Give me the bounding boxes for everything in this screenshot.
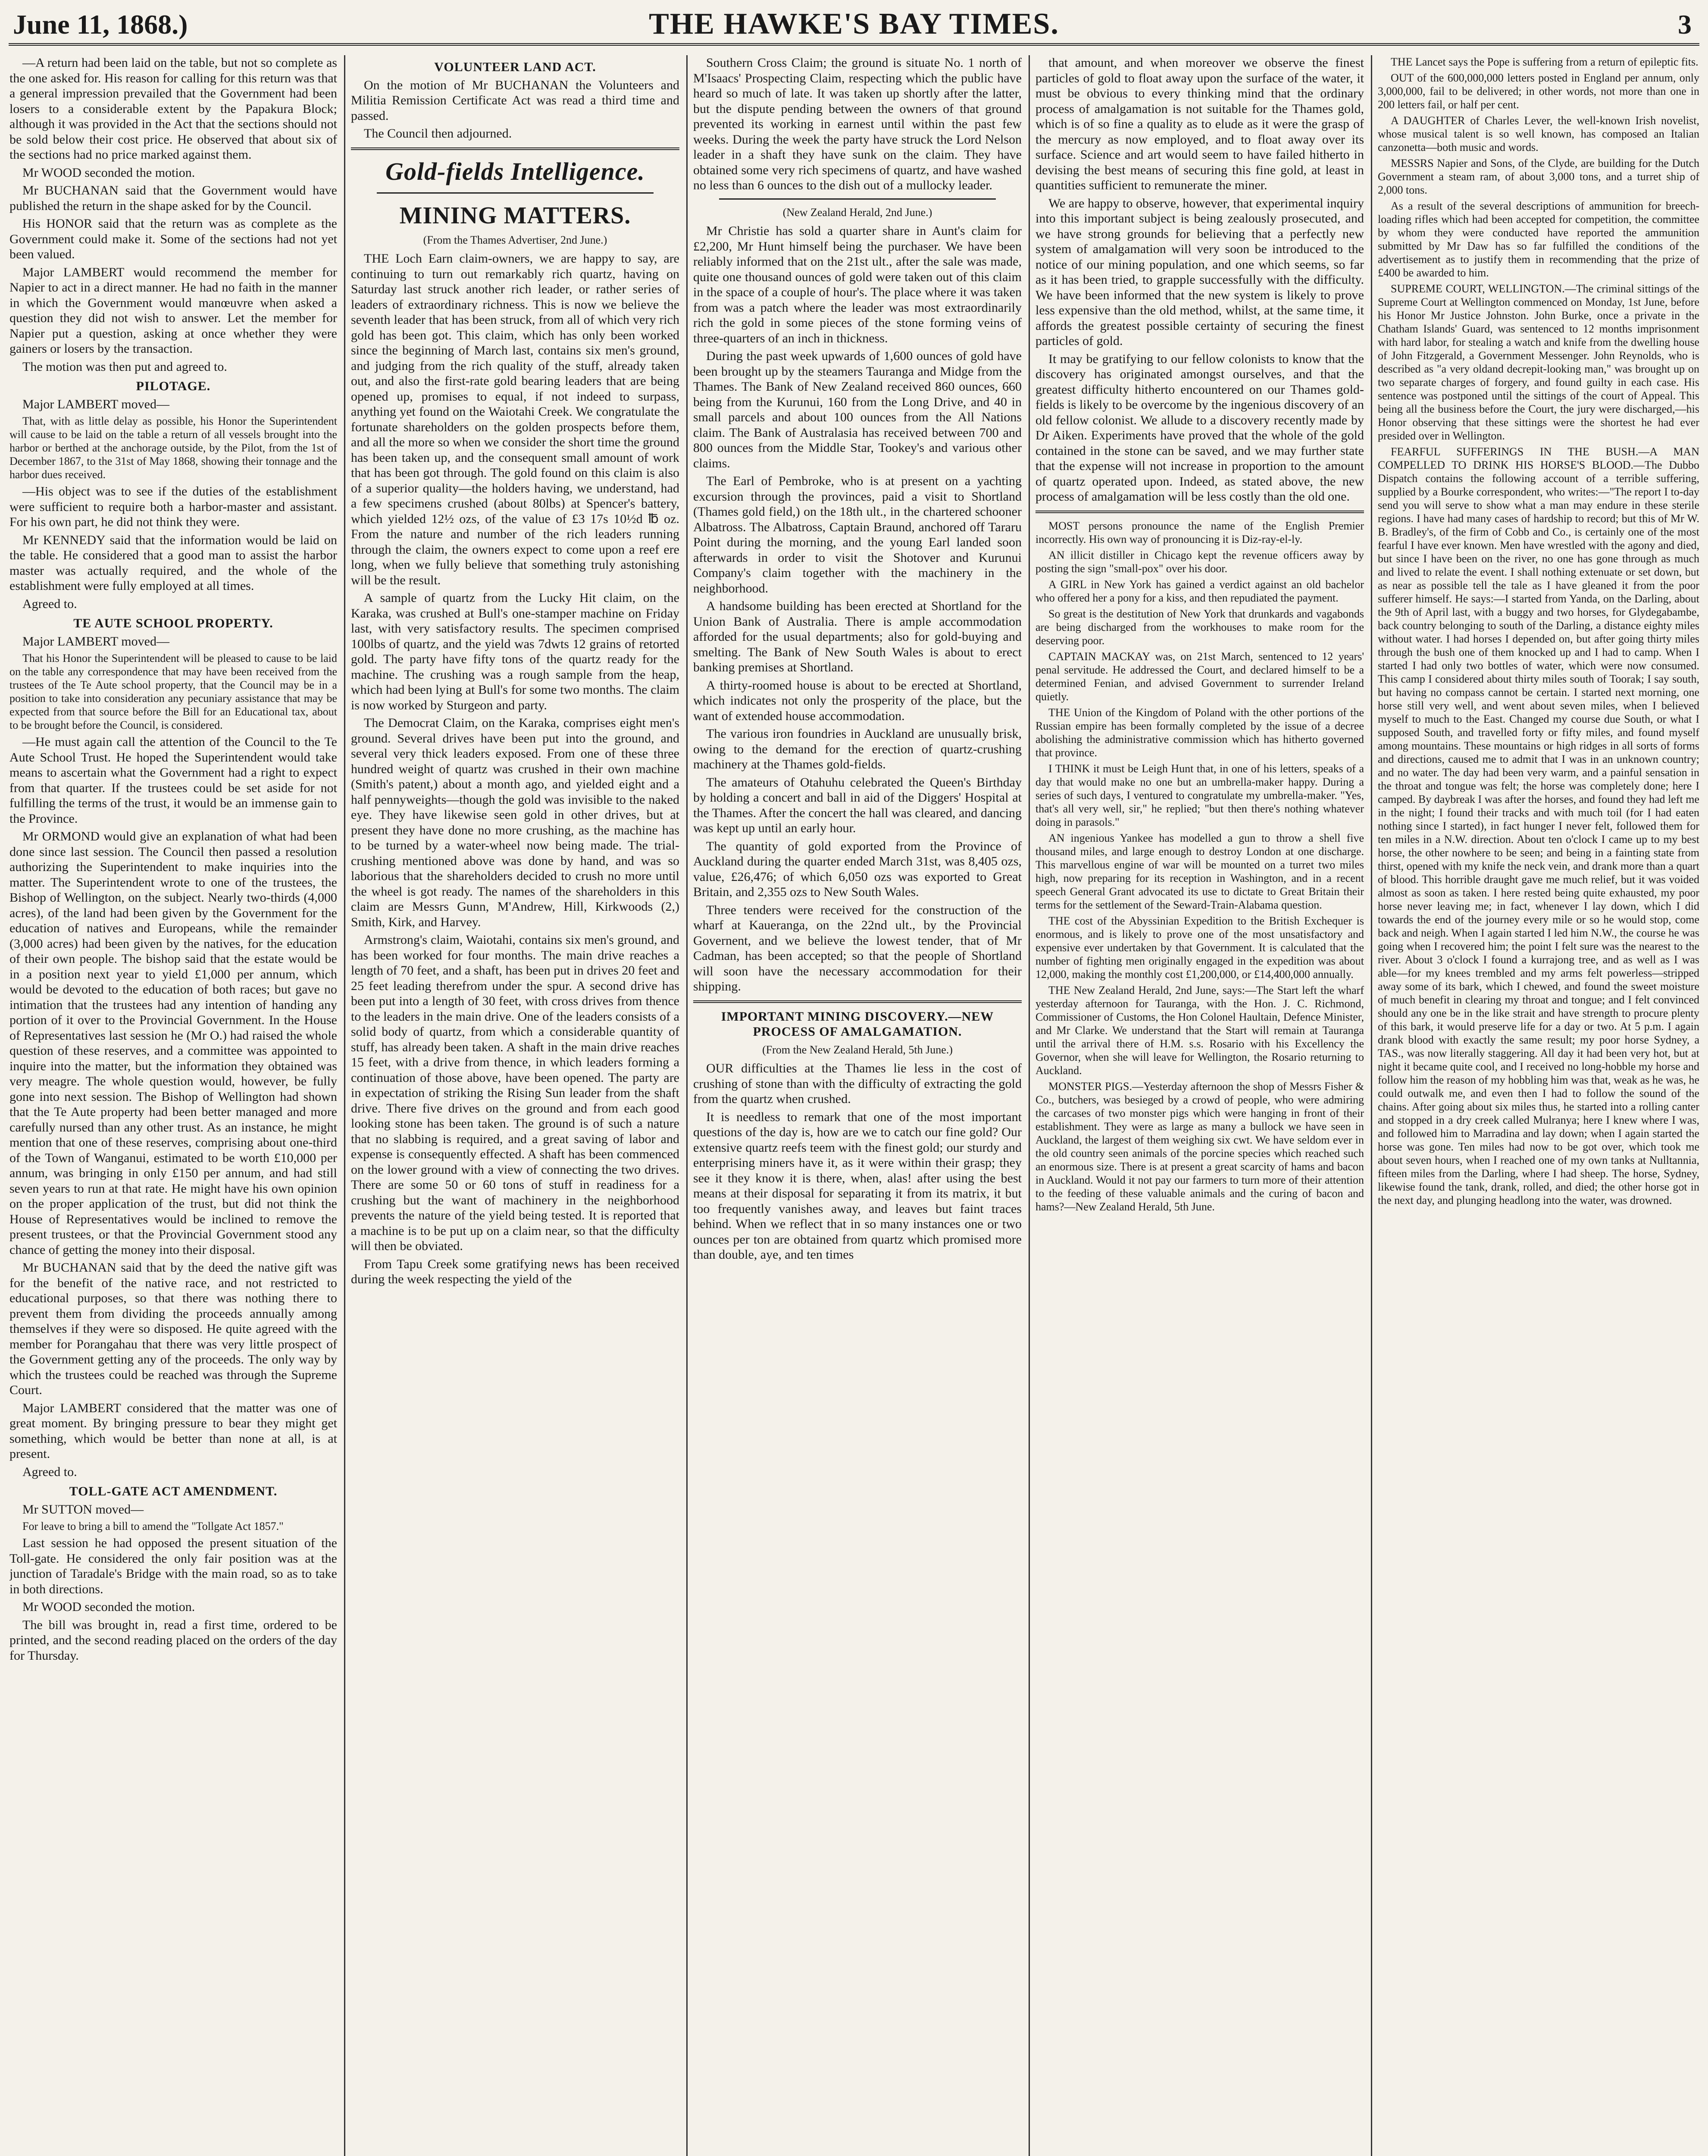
article-paragraph: The Council then adjourned. xyxy=(364,126,512,141)
column-1 xyxy=(9,55,337,2156)
article-paragraph: A sample of quartz from the Lucky Hit claim, on the Karaka, was crushed at Bull's one-stamper machine on Friday last, with very satisfactory results. The specimen comprised 100lbs of quartz, and the yield was 7dwts 12 grains of retorted gold. The party have fifty tons of the quartz ready for the machine. The crushing was a rough sample from the heap, which had been lying at Bull's for some two months. The claim is now worked by Sturgeon and party. xyxy=(351,591,679,712)
article-paragraph: The Earl of Pembroke, who is at present on a yachting excursion through the provinces, paid a visit to Shortland (Thames gold field,) on the 18th ult., in the chartered schooner Albatross. The Albatross, Captain Braund, anchored off Tararu Point during the morning, and the young Earl landed soon afterwards in order to visit the Shotover and Kurunui Company's claim together with the machinery in the neighborhood. xyxy=(693,474,1022,595)
source-credit: (From the New Zealand Herald, 5th June.) xyxy=(762,1043,953,1056)
news-item: THE New Zealand Herald, 2nd June, says:—The Start left the wharf yesterday afternoon for Tauranga, with the Hon. J. C. Richmond, Commissioner of Customs, the Hon Colonel Haultain, Defence Minister, and Mr Clarke. We understand that the Start will remain at Tauranga until the arrival there of H.M. s.s. Rosario with his Excellency the Governor, when she will leave for Wellington, the Rosario returning to Auckland. xyxy=(1035,984,1364,1077)
section-heading: PILOTAGE. xyxy=(136,379,211,393)
article-paragraph: Mr WOOD seconded the motion. xyxy=(22,1600,195,1614)
section-heading: TE AUTE SCHOOL PROPERTY. xyxy=(73,616,273,630)
page-number: 3 xyxy=(1678,9,1692,40)
article-paragraph: Mr SUTTON moved— xyxy=(22,1502,144,1517)
news-item: OUT of the 600,000,000 letters posted in England per annum, only 3,000,000, fail to be delivered; in other words, not more than one in 200 letters fail, or half per cent. xyxy=(1378,72,1699,111)
news-item: As a result of the several descriptions of ammunition for breech-loading rifles which had been accepted for competition, the committee by whom they were conducted have reported the ammunition submitted by Mr Daw has so far fulfilled the conditions of the advertisement as to justify them in recommending that the prize of £400 be awarded to him. xyxy=(1378,200,1699,279)
heading-rule xyxy=(377,192,654,194)
article-paragraph: —A return had been laid on the table, but not so complete as the one asked for. His reason for calling for this return was that a general impression prevailed that the Government had been losers to a considerable extent by the Papakura Block; although it was provided in the Act that the sections should not be sold below their cost price. He observed that about six of the sections had no price marked against them. xyxy=(9,56,337,162)
column-4 xyxy=(1035,55,1364,2156)
column-rule xyxy=(1371,55,1372,2156)
article-paragraph: The motion was then put and agreed to. xyxy=(22,359,227,374)
news-item: FEARFUL SUFFERINGS IN THE BUSH.—A MAN COMPELLED TO DRINK HIS HORSE'S BLOOD.—The Dubbo Dispatch contains the following account of a terrible suffering, supplied by a Bourke correspondent, who writes:—"The report I to-day send you will serve to show what a man may endure in these sterile regions. I have had many cases of hardship to record; but this of Mr W. B. Bradley's, of the firm of Cobb and Co., is certainly one of the most fearful I have ever known. Men have wrestled with the agony and died, but since I have been on the river, no one has gone through as much and lived to relate the event. I shall nothing extenuate or set down, but as near as possible tell the tale as I have gleaned it from the poor sufferer himself. He says:—I started from Yanda, on the Darling, about the 9th of April last, with a buggy and two horses, for Glydegabambe, back country belonging to south of the Darling, a distance eighty miles without water. I had horses I depended on, but after going thirty miles through the bush one of them knocked up and I had to camp. When I started I had only two bottles of water, which were now consumed. This camp I considered about thirty miles south of Toorak; I say south, but having no compass cannot be certain. I started next morning, one horse still very well, and went about seven miles, when I believed myself to much to the East. Changed my course due South, or what I supposed South, and travelled forty or fifty miles, and found myself among mountains. These mountains or high ridges in all sorts of forms and directions, caused me to admit that I was in an unknown country; and no water. The day had been very warm, and a painful sensation in the throat and tongue was felt; the horse was completely done; here I camped. By daybreak I was after the horses, and found they had left me in the night; I found their tracks and with much toil (for I had eaten nothing since I started), in fact hunger I never felt, followed them for ten miles in a N.W. direction. About ten o'clock I came up to my best horse, the other nowhere to be seen; and being in a fainting state from thirst, opened with my knife the neck vein, and drank more than a quart of blood. This horrible draught gave me much relief, but it was voided almost as soon as taken. I here rested being quite exhausted, my poor horse never leaving me; in fact, whenever I lay down, which I did towards the end of the journey every mile or so he would stop, come back and neigh. When I again started I led him N.W., the course he was going when I recovered him; the point I felt sure was the nearest to the river. About 3 o'clock I found a kurrajong tree, and as well as I was able—for my knees trembled and my arms felt powerless—stripped away some of its bark, which I chewed, and found the sweet moisture of much benefit in clearing my throat and tongue; and I felt convinced should any one be in the like strait and have strength to procure plenty of this bark, it would preserve life for a day or two. At 5 p.m. I again drank blood with exactly the same result; my poor horse Sydney, a TAS., was now literally staggering. All day it had been very hot, but at night it became quite cool, and I received no long-hobble my horse and follow him the reason of my hobbling him was that, weak as he was, he could outwalk me, and even then I had to follow the sound of the chains. After going about six miles thus, he started into a rolling canter and stopped in a dry creek called Mulranya; here I knew where I was, and followed him to Marradina and lay down; when I again started the horse was gone. Ten miles had now to be got over, which took me about seven hours, when I reached one of my own tanks at Nulltannia, fifteen miles from the Darling, where I had sheep. The horse, Sydney, likewise found the tank, drank, rolled, and died; the other horse got in the next day, and plunging headlong into the water, was drowned. xyxy=(1378,445,1699,1206)
news-item: THE Union of the Kingdom of Poland with the other portions of the Russian empire has been formally completed by the issue of a decree abolishing the administrative commission which has hitherto governed that province. xyxy=(1035,706,1364,759)
article-headline: IMPORTANT MINING DISCOVERY.—NEW PROCESS OF AMALGAMATION. xyxy=(721,1009,994,1039)
article-paragraph: His HONOR said that the return was as complete as the Government could make it. Some of the sections had not yet been valued. xyxy=(9,216,337,261)
gothic-section-heading: Gold-fields Intelligence. xyxy=(385,157,645,185)
issue-date: June 11, 1868.) xyxy=(13,9,188,40)
news-item: CAPTAIN MACKAY was, on 21st March, sentenced to 12 years' penal servitude. He addressed the Court, and declared himself to be a determined Fenian, and advised Government to surrender Ireland quietly. xyxy=(1035,650,1364,703)
article-paragraph: Agreed to. xyxy=(22,1464,77,1479)
article-paragraph: that amount, and when moreover we observe the finest particles of gold to float away upon the surface of the water, it must be obvious to every thinking mind that the ordinary process of amalgamation is not suitable for the Thames gold, which is of so fine a quality as to elude as it were the grasp of the mercury as now employed, and to float away over its surface. Science and art would seem to have failed hitherto in devising the best means of securing this fine gold, at least in quantities sufficient to remunerate the miner. xyxy=(1035,56,1364,192)
article-paragraph: Last session he had opposed the present situation of the Toll-gate. He considered the only fair position was at the junction of Taradale's Bridge with the main road, so as to take in both directions. xyxy=(9,1536,337,1596)
source-credit: (New Zealand Herald, 2nd June.) xyxy=(782,206,932,219)
article-paragraph: From Tapu Creek some gratifying news has been received during the week respecting the yield of the xyxy=(351,1257,679,1286)
article-paragraph: Mr BUCHANAN said that by the deed the native gift was for the benefit of the native race, and not restricted to educational purposes, so that there was nothing there to prevent them from dividing the proceeds annually among themselves if they were so disposed. He quite agreed with the member for Porangahau that there was very little prospect of the Government getting any of the proceeds. The only way by which the trustees could be reached was through the Supreme Court. xyxy=(9,1260,337,1397)
article-paragraph: On the motion of Mr BUCHANAN the Volunteers and Militia Remission Certificate Act was read a third time and passed. xyxy=(351,78,679,123)
article-paragraph: Major LAMBERT would recommend the member for Napier to act in a direct manner. He had no faith in the manner in which the Government would manœuvre when asked a question they did not wish to answer. Let the member for Napier put a question, asking at once whether they were gainers or losers by the transaction. xyxy=(9,265,337,356)
motion-text: That, with as little delay as possible, his Honor the Superintendent will cause to be laid on the table a return of all vessels brought into the harbor or berthed at the anchorage outside, by the Pilot, from the 1st of December 1867, to the 31st of May 1868, showing their tonnage and the harbor dues received. xyxy=(9,415,337,481)
masthead xyxy=(9,3,1699,46)
motion-text: That his Honor the Superintendent will be pleased to cause to be laid on the table any correspondence that may have been received from the trustees of the Te Aute school property, that the Council may be in a position to take into consideration any pecuniary assistance that may be expected from that source before the Bill for an Educational tax, about to be brought before the Council, is considered. xyxy=(9,652,337,731)
article-paragraph: A handsome building has been erected at Shortland for the Union Bank of Australia. There is ample accommodation afforded for the usual departments; also for gold-buying and smelting. The Bank of New South Wales is about to erect banking premises at Shortland. xyxy=(693,599,1022,674)
article-paragraph: It may be gratifying to our fellow colonists to know that the discovery has originated amongst ourselves, and that the greatest difficulty hitherto encountered on our Thames gold-fields is likely to be overcome by the ingenious discovery of an old fellow colonist. We allude to a discovery recently made by Dr Aiken. Experiments have proved that the whole of the gold contained in the stone can be saved, and we may further state that the expense will not increase in proportion to the amount of quartz operated upon. Indeed, as stated above, the new process of amalgamation will be less costly than the old one. xyxy=(1035,351,1364,504)
article-paragraph: —His object was to see if the duties of the establishment were sufficient to require both a harbor-master and assistant. For his own part, he did not think they were. xyxy=(9,484,337,529)
column-rule xyxy=(344,55,345,2156)
article-headline: MINING MATTERS. xyxy=(399,202,631,229)
article-paragraph: —He must again call the attention of the Council to the Te Aute School Trust. He hoped the Superintendent would take means to ascertain what the Government had a right to expect from that quarter. If the trustees could be set aside for not fulfilling the terms of the trust, it would be an immense gain to the Province. xyxy=(9,735,337,826)
article-paragraph: The quantity of gold exported from the Province of Auckland during the quarter ended March 31st, was 8,405 ozs, value, £26,476; of which 6,050 ozs was exported to Great Britain, and 2,355 ozs to New South Wales. xyxy=(693,839,1022,899)
newspaper-title: THE HAWKE'S BAY TIMES. xyxy=(649,7,1059,41)
news-item: AN ingenious Yankee has modelled a gun to throw a shell five thousand miles, and large enough to destroy London at one discharge. This marvellous engine of war will be mounted on a turret two miles high, now preparing for its reception in Washington, and in a recent speech General Grant advocated its use to dictate to Great Britain their terms for the settlement of the Seward-Train-Alabama question. xyxy=(1035,831,1364,911)
article-paragraph: During the past week upwards of 1,600 ounces of gold have been brought up by the steamers Tauranga and Midge from the Thames. The Bank of New Zealand received 860 ounces, 660 being from the Kurunui, 160 from the Long Drive, and 40 in small parcels and about 100 ounces from the All Nations claim. The Bank of Australasia has received between 700 and 800 ounces from the Middle Star, Tookey's and various other claims. xyxy=(693,349,1022,470)
article-paragraph: Mr KENNEDY said that the information would be laid on the table. He considered that a good man to assist the harbor master was actually required, and the whole of the establishment were fully employed at all times. xyxy=(9,533,337,593)
article-paragraph: We are happy to observe, however, that experimental inquiry into this important subject is being zealously prosecuted, and we have strong grounds for believing that a perfectly new system of amalgamation will very soon be introduced to the notice of our mining population, and one which seems, so far as it has been tried, to grapple successfully with the difficulty. We have been informed that the new system is likely to prove less expensive than the old method, whilst, at the same time, it affords the greatest possible certainty of securing the finest particles of gold. xyxy=(1035,196,1364,348)
section-heading: VOLUNTEER LAND ACT. xyxy=(434,60,596,74)
article-paragraph: The amateurs of Otahuhu celebrated the Queen's Birthday by holding a concert and ball in aid of the Diggers' Hospital at the Thames. After the concert the hall was cleared, and dancing was kept up until an early hour. xyxy=(693,775,1022,835)
article-paragraph: Three tenders were received for the construction of the wharf at Kaueranga, on the 22nd ult., by the Provincial Governent, and we believe the lowest tender, that of Mr Cadman, has been accepted; so that the people of Shortland will soon have the necessary accommodation for their shipping. xyxy=(693,903,1022,993)
source-credit: (From the Thames Advertiser, 2nd June.) xyxy=(423,233,607,246)
article-paragraph: Agreed to. xyxy=(22,596,77,611)
article-paragraph: Major LAMBERT moved— xyxy=(22,634,169,649)
column-5 xyxy=(1378,55,1699,2156)
article-paragraph: Armstrong's claim, Waiotahi, contains six men's ground, and has been worked for four months. The main drive reaches a length of 70 feet, and a shaft, has been put in drives 20 feet and 25 feet leading therefrom under the spur. A second drive has been put into a length of 30 feet, with cross drives from thence to the leaders in the main drive. One of the leaders consists of a solid body of quartz, from which a considerable quantity of stuff, has already been taken. A shaft in the main drive reaches 15 feet, with a drive from thence, in which leaders forming a continuation of those above, have been opened. The party are in expectation of striking the Rising Sun leader from the shaft drive. There five drives on the ground and from each good looking stone has been taken. The ground is of such a nature that no slabbing is required, and a great saving of labor and expense is consequently effected. A shaft has been commenced on the lower ground with a view of connecting the two drives. There are some 50 or 60 tons of stuff in readiness for a crushing but the want of machinery in the neighborhood prevents the nature of the yield being tested. It is reported that a machine is to be put up on a claim near, so that the difficulty will then be obviated. xyxy=(351,933,679,1253)
news-item: A DAUGHTER of Charles Lever, the well-known Irish novelist, whose musical talent is so well known, has composed an Italian canzonetta—both music and words. xyxy=(1378,114,1699,154)
news-item: THE cost of the Abyssinian Expedition to the British Exchequer is enormous, and is likely to prove one of the most unsatisfactory and expensive ever undertaken by that Government. It is calculated that the number of fighting men originally engaged in the expedition was about 12,000, making the monthly cost £1,200,000, or £14,400,000 annually. xyxy=(1035,914,1364,981)
news-item: I THINK it must be Leigh Hunt that, in one of his letters, speaks of a day that would make no one but an umbrella-maker happy. During a series of such days, I ventured to congratulate my umbrella-maker. "Yes, that's all very well, sir," he replied; "but then there's nothing whatever doing in parasols." xyxy=(1035,762,1364,828)
article-paragraph: Mr ORMOND would give an explanation of what had been done since last session. The Council then passed a resolution authorizing the Superintendent to make inquiries into the matter. The Superintendent wrote to one of the trustees, the Bishop of Wellington, on the subject. Nearly two-thirds (4,000 acres), of the land had been given by the Government for the education of natives and Europeans, while the remainder (3,000 acres) had been given by the natives, for the education of their own people. The bishop said that the estate would be in a position next year to yield £1,000 per annum, which would be devoted to the education of both races; but gave no intimation that the trustees had any intention of handing any portion of it over to the Provincial Government. In the House of Representatives last session he (Mr O.) had raised the whole question of these reserves, and a committee was appointed to inquire into the matter, but the information they obtained was very meagre. The whole question would, however, be fully gone into next session. The Bishop of Wellington had shown that the Te Aute property had been better managed and more carefully nursed than any other trust. As an instance, he might mention that one of these reserves, comprising about one-third of the Town of Wanganui, estimated to be worth £10,000 per annum, was bringing in only £150 per annum, and had still seven years to run at that rate. He might have his own opinion on the proper application of the trust, but did not think the House of Representatives would be inclined to remove the present trustees, or that the Provincial Government stood any chance of getting the money into their disposal. xyxy=(9,829,337,1257)
news-item: So great is the destitution of New York that drunkards and vagabonds are being discharged from the workhouses to make room for the deserving poor. xyxy=(1035,607,1364,647)
news-item: THE Lancet says the Pope is suffering from a return of epileptic fits. xyxy=(1391,56,1699,68)
article-paragraph: OUR difficulties at the Thames lie less in the cost of crushing of stone than with the difficulty of extracting the gold from the quartz when crushed. xyxy=(693,1061,1022,1106)
article-paragraph: It is needless to remark that one of the most important questions of the day is, how are we to catch our fine gold? Our extensive quartz reefs teem with the finest gold; our sturdy and enterprising miners have it, as it were within their grasp; they see it they know it is there, when, alas! after using the best means at their disposal for separating it from its matrix, it but too frequently vanishes away, and leaves but faint traces behind. When we reflect that in so many instances one or two ounces per ton are obtained from quartz which promised more than double, aye, and ten times xyxy=(693,1109,1022,1262)
article-paragraph: The various iron foundries in Auckland are unusually brisk, owing to the demand for the erection of quartz-crushing machinery at the Thames gold-fields. xyxy=(693,727,1022,771)
news-item: MESSRS Napier and Sons, of the Clyde, are building for the Dutch Government a steam ram, of about 3,000 tons, and a turret ship of 2,000 tons. xyxy=(1378,157,1699,196)
news-item: A GIRL in New York has gained a verdict against an old bachelor who offered her a pony for a kiss, and then repudiated the payment. xyxy=(1035,578,1364,604)
news-item: AN illicit distiller in Chicago kept the revenue officers away by posting the sign "small-pox" over his door. xyxy=(1035,548,1364,575)
news-item: MONSTER PIGS.—Yesterday afternoon the shop of Messrs Fisher & Co., butchers, was besieged by a crowd of people, who were admiring the carcases of two monster pigs which were hanging in front of their establishment. They were as large as many a bullock we have seen in Auckland, the largest of them weighing six cwt. We have seldom ever in the old country seen animals of the porcine species which reached such an enormous size. There is at present a great scarcity of hams and bacon in Auckland. Would it not pay our farmers to turn more of their attention to the feeding of these valuable animals and the curing of bacon and hams?—New Zealand Herald, 5th June. xyxy=(1035,1080,1364,1213)
article-paragraph: Southern Cross Claim; the ground is situate No. 1 north of M'Isaacs' Prospecting Claim, respecting which the public have heard so much of late. It was taken up shortly after the latter, but the dispute pending between the owners of that ground prevented its working in earnest until within the past few weeks. During the week the party have struck the Lord Nelson leader in a shaft they have sunk on the claim. They have obtained some very rich specimens of quartz, and have washed no less than 6 ounces to the dish out of a mullocky leader. xyxy=(693,56,1022,192)
article-paragraph: Mr WOOD seconded the motion. xyxy=(22,165,195,180)
article-paragraph: Major LAMBERT considered that the matter was one of great moment. By bringing pressure to bear they might get something, which would be better than none at all, is at present. xyxy=(9,1401,337,1461)
section-divider xyxy=(1035,511,1364,513)
column-rule xyxy=(1029,55,1030,2156)
motion-text: For leave to bring a bill to amend the "Tollgate Act 1857." xyxy=(22,1520,284,1532)
news-item: MOST persons pronounce the name of the English Premier incorrectly. His own way of pronouncing it is Diz-ray-el-ly. xyxy=(1035,519,1364,545)
column-3 xyxy=(693,55,1022,2156)
article-paragraph: THE Loch Earn claim-owners, we are happy to say, are continuing to turn out remarkably rich quartz, having on Saturday last struck another rich leader, or rather series of leaders of extraordinary richness. This is now we believe the seventh leader that has been struck, from all of which very rich gold has been got. This claim, which has only been worked since the beginning of March last, contains six men's ground, and judging from the rich quality of the stuff, already taken out, and also the first-rate gold bearing leaders that are being opened up, promises to equal, if not indeed to surpass, anything yet found on the Waiotahi Creek. We congratulate the fortunate shareholders on the golden prospects before them, and all the more so when we consider the short time the ground has been taken up, and the consequent small amount of work that has been got through. The gold found on this claim is also of a superior quality—the holders having, we understand, had a few specimens crushed (about 80lbs) at Spencer's battery, which yielded 12½ ozs, of the value of £3 17s 10½d ℔ oz. From the nature and number of the rich leaders running through the claim, the owners expect to come upon a reef ere long, when we fully believe that something truly astonishing will be the result. xyxy=(351,251,679,587)
section-heading: TOLL-GATE ACT AMENDMENT. xyxy=(69,1484,278,1498)
news-item: SUPREME COURT, WELLINGTON.—The criminal sittings of the Supreme Court at Wellington commenced on Monday, 1st June, before his Honor Mr Justice Johnston. John Burke, once a private in the Chatham Islands' Guard, was sentenced to 12 months imprisonment with hard labor, for stealing a watch and knife from the dwelling house of John Fitzgerald, a Government Messenger. John Reynolds, who is described as "a very oldand decrepit-looking man," was brought up on two separate charges of forgery, and found guilty in each case. His sentence was postponed until the sittings of the court of Appeal. This being all the business before the Court, the jury were discharged,—his Honor observing that these sittings were the shortest he had ever presided over in Wellington. xyxy=(1378,282,1699,442)
section-divider xyxy=(351,147,679,150)
article-paragraph: Mr Christie has sold a quarter share in Aunt's claim for £2,200, Mr Hunt himself being the purchaser. We have been reliably informed that on the 21st ult., after the sale was made, quite one thousand ounces of gold were taken out of this claim in the space of a couple of hour's. The place where it was taken from was a patch where the leader was most extraordinarily rich the gold in some pieces of the stone forming veins of three-quarters of an inch in thickness. xyxy=(693,224,1022,345)
article-paragraph: The bill was brought in, read a first time, ordered to be printed, and the second reading placed on the orders of the day for Thursday. xyxy=(9,1617,337,1663)
article-paragraph: A thirty-roomed house is about to be erected at Shortland, which indicates not only the prosperity of the place, but the want of extended house accommodation. xyxy=(693,678,1022,723)
article-paragraph: The Democrat Claim, on the Karaka, comprises eight men's ground. Several drives have been put into the ground, and several very thick leaders exposed. From one of these three hundred weight of quartz was crushed in their own machine (Smith's patent,) about a month ago, and yielded eight and a half pennyweights—though the gold was invisible to the naked eye. They have likewise seen gold in other drives, but at present they have done no more crushing, as the machine has to be turned by a water-wheel now being made. The trial-crushing mentioned above was done by hand, and was so laborious that the shareholders decided to crush no more until the wheel is got ready. The names of the shareholders in this claim are Messrs Gunn, M'Andrew, Hill, Kirkwoods (2,) Smith, Kirk, and Harvey. xyxy=(351,716,679,929)
column-2 xyxy=(351,55,679,2156)
section-divider xyxy=(693,1000,1022,1003)
article-paragraph: Major LAMBERT moved— xyxy=(22,397,169,411)
section-divider xyxy=(719,198,996,200)
article-paragraph: Mr BUCHANAN said that the Government would have published the return in the shape asked for by the Council. xyxy=(9,183,337,213)
column-rule xyxy=(686,55,688,2156)
